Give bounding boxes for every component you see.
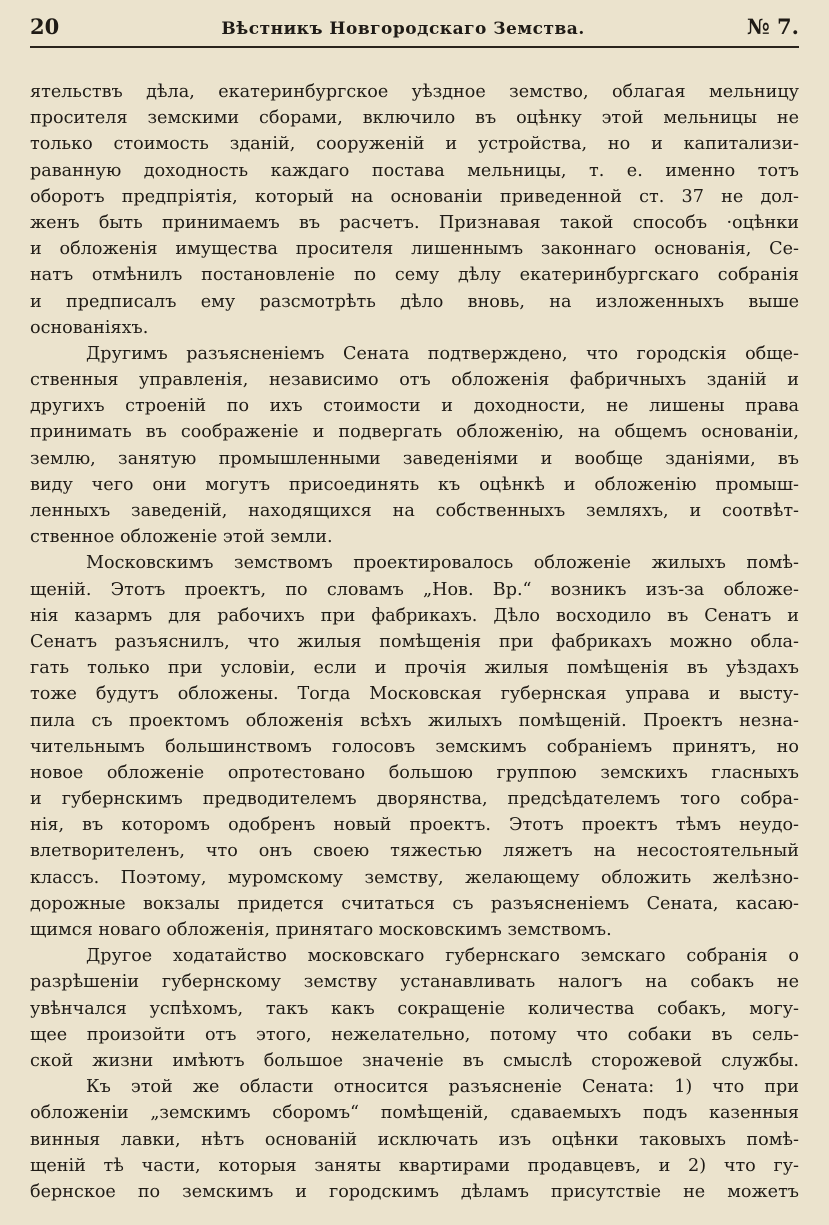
text-line: и предписалъ ему разсмотрѣть дѣло вновь, на изложенныхъ выше [30, 291, 799, 312]
text-line: Другимъ разъясненіемъ Сената подтверждено, что городскія обще- [86, 343, 799, 364]
journal-title: Вѣстникъ Новгородскаго Земства. [221, 19, 585, 39]
text-line: виду чего они могутъ присоединять къ оцѣнкѣ и обложенію промыш- [30, 474, 799, 495]
text-line: гать только при условіи, если и прочія жилыя помѣщенія въ уѣздахъ [30, 658, 799, 679]
issue-number: № 7. [746, 14, 799, 39]
text-line: чительнымъ большинствомъ голосовъ земскимъ собраніемъ принятъ, но [30, 736, 799, 757]
text-line: щеній. Этотъ проектъ, по словамъ „Нов. Вр.“ возникъ изъ-за обложе- [30, 579, 799, 600]
text-line: землю, занятую промышленными заведеніями и вообще зданіями, въ [30, 448, 799, 469]
text-line: ской жизни имѣютъ большое значеніе въ смыслѣ сторожевой службы. [30, 1050, 799, 1071]
text-line: пила съ проектомъ обложенія всѣхъ жилыхъ помѣщеній. Проектъ незна- [30, 710, 799, 731]
text-line: щеній тѣ части, которыя заняты квартирами продавцевъ, и 2) что гу- [30, 1155, 799, 1176]
text-line: и обложенія имущества просителя лишеннымъ законнаго основанія, Се- [30, 239, 799, 260]
text-line: раванную доходность каждаго постава мельницы, т. е. именно тотъ [30, 160, 799, 181]
text-line: принимать въ соображеніе и подвергать обложенію, на общемъ основаніи, [30, 422, 799, 443]
text-line: дорожные вокзалы придется считаться съ разъясненіемъ Сената, касаю- [30, 893, 799, 914]
text-line: классъ. Поэтому, муромскому земству, желающему обложить желѣзно- [30, 867, 799, 888]
text-line: щее произойти отъ этого, нежелательно, потому что собаки въ сель- [30, 1024, 799, 1045]
text-line: тоже будутъ обложены. Тогда Московская губернская управа и высту- [30, 684, 799, 705]
text-line: и губернскимъ предводителемъ дворянства, предсѣдателемъ того собра- [30, 789, 799, 810]
text-line: новое обложеніе опротестовано большою группою земскихъ гласныхъ [30, 762, 799, 783]
text-line: натъ отмѣнилъ постановленіе по сему дѣлу екатеринбургскаго собранія [30, 265, 799, 286]
text-line: щимся новаго обложенія, принятаго московскимъ земствомъ. [30, 920, 612, 940]
text-line: увѣнчался успѣхомъ, такъ какъ сокращеніе количества собакъ, могу- [30, 998, 799, 1019]
text-line: ственныя управленія, независимо отъ обложенія фабричныхъ зданій и [30, 370, 799, 391]
text-line: основаніяхъ. [30, 317, 149, 338]
text-line: Другое ходатайство московскаго губернскаго земскаго собранія о [86, 946, 799, 967]
text-line: ственное обложеніе этой земли. [30, 527, 333, 548]
text-line: нія казармъ для рабочихъ при фабрикахъ. Дѣло восходило въ Сенатъ и [30, 605, 799, 626]
text-line: другихъ строеній по ихъ стоимости и доходности, не лишены права [30, 396, 799, 417]
text-line: женъ быть принимаемъ въ расчетъ. Признавая такой способъ ·оцѣнки [30, 212, 799, 233]
text-line: обложеніи „земскимъ сборомъ“ помѣщеній, сдаваемыхъ подъ казенныя [30, 1103, 799, 1124]
text-line: винныя лавки, нѣтъ основаній исключать изъ оцѣнки таковыхъ помѣ- [30, 1129, 799, 1150]
text-line: бернское по земскимъ и городскимъ дѣламъ присутствіе не можетъ [30, 1181, 799, 1202]
text-line: Московскимъ земствомъ проектировалось обложеніе жилыхъ помѣ- [86, 553, 799, 574]
text-line: разрѣшеніи губернскому земству устанавливать налогъ на собакъ не [30, 972, 799, 993]
running-header [30, 14, 799, 48]
page-number: 20 [30, 14, 60, 39]
text-line: просителя земскими сборами, включило въ оцѣнку этой мельницы не [30, 108, 799, 129]
text-line: влетворителенъ, что онъ своею тяжестью ляжетъ на несостоятельный [30, 841, 799, 862]
text-line: ленныхъ заведеній, находящихся на собственныхъ земляхъ, и соотвѣт- [30, 501, 799, 521]
text-line: нія, въ которомъ одобренъ новый проектъ. Этотъ проектъ тѣмъ неудо- [30, 815, 799, 836]
text-line: ятельствъ дѣла, екатеринбургское уѣздное земство, облагая мельницу [30, 82, 799, 102]
text-line: оборотъ предпріятія, который на основаніи приведенной ст. 37 не дол- [30, 186, 799, 207]
article-text [30, 79, 799, 1205]
text-line: Сенатъ разъяснилъ, что жилыя помѣщенія при фабрикахъ можно обла- [30, 631, 799, 652]
text-line: только стоимость зданій, сооруженій и устройства, но и капитализи- [30, 134, 799, 155]
text-line: Къ этой же области относится разъясненіе Сената: 1) что при [86, 1077, 799, 1098]
